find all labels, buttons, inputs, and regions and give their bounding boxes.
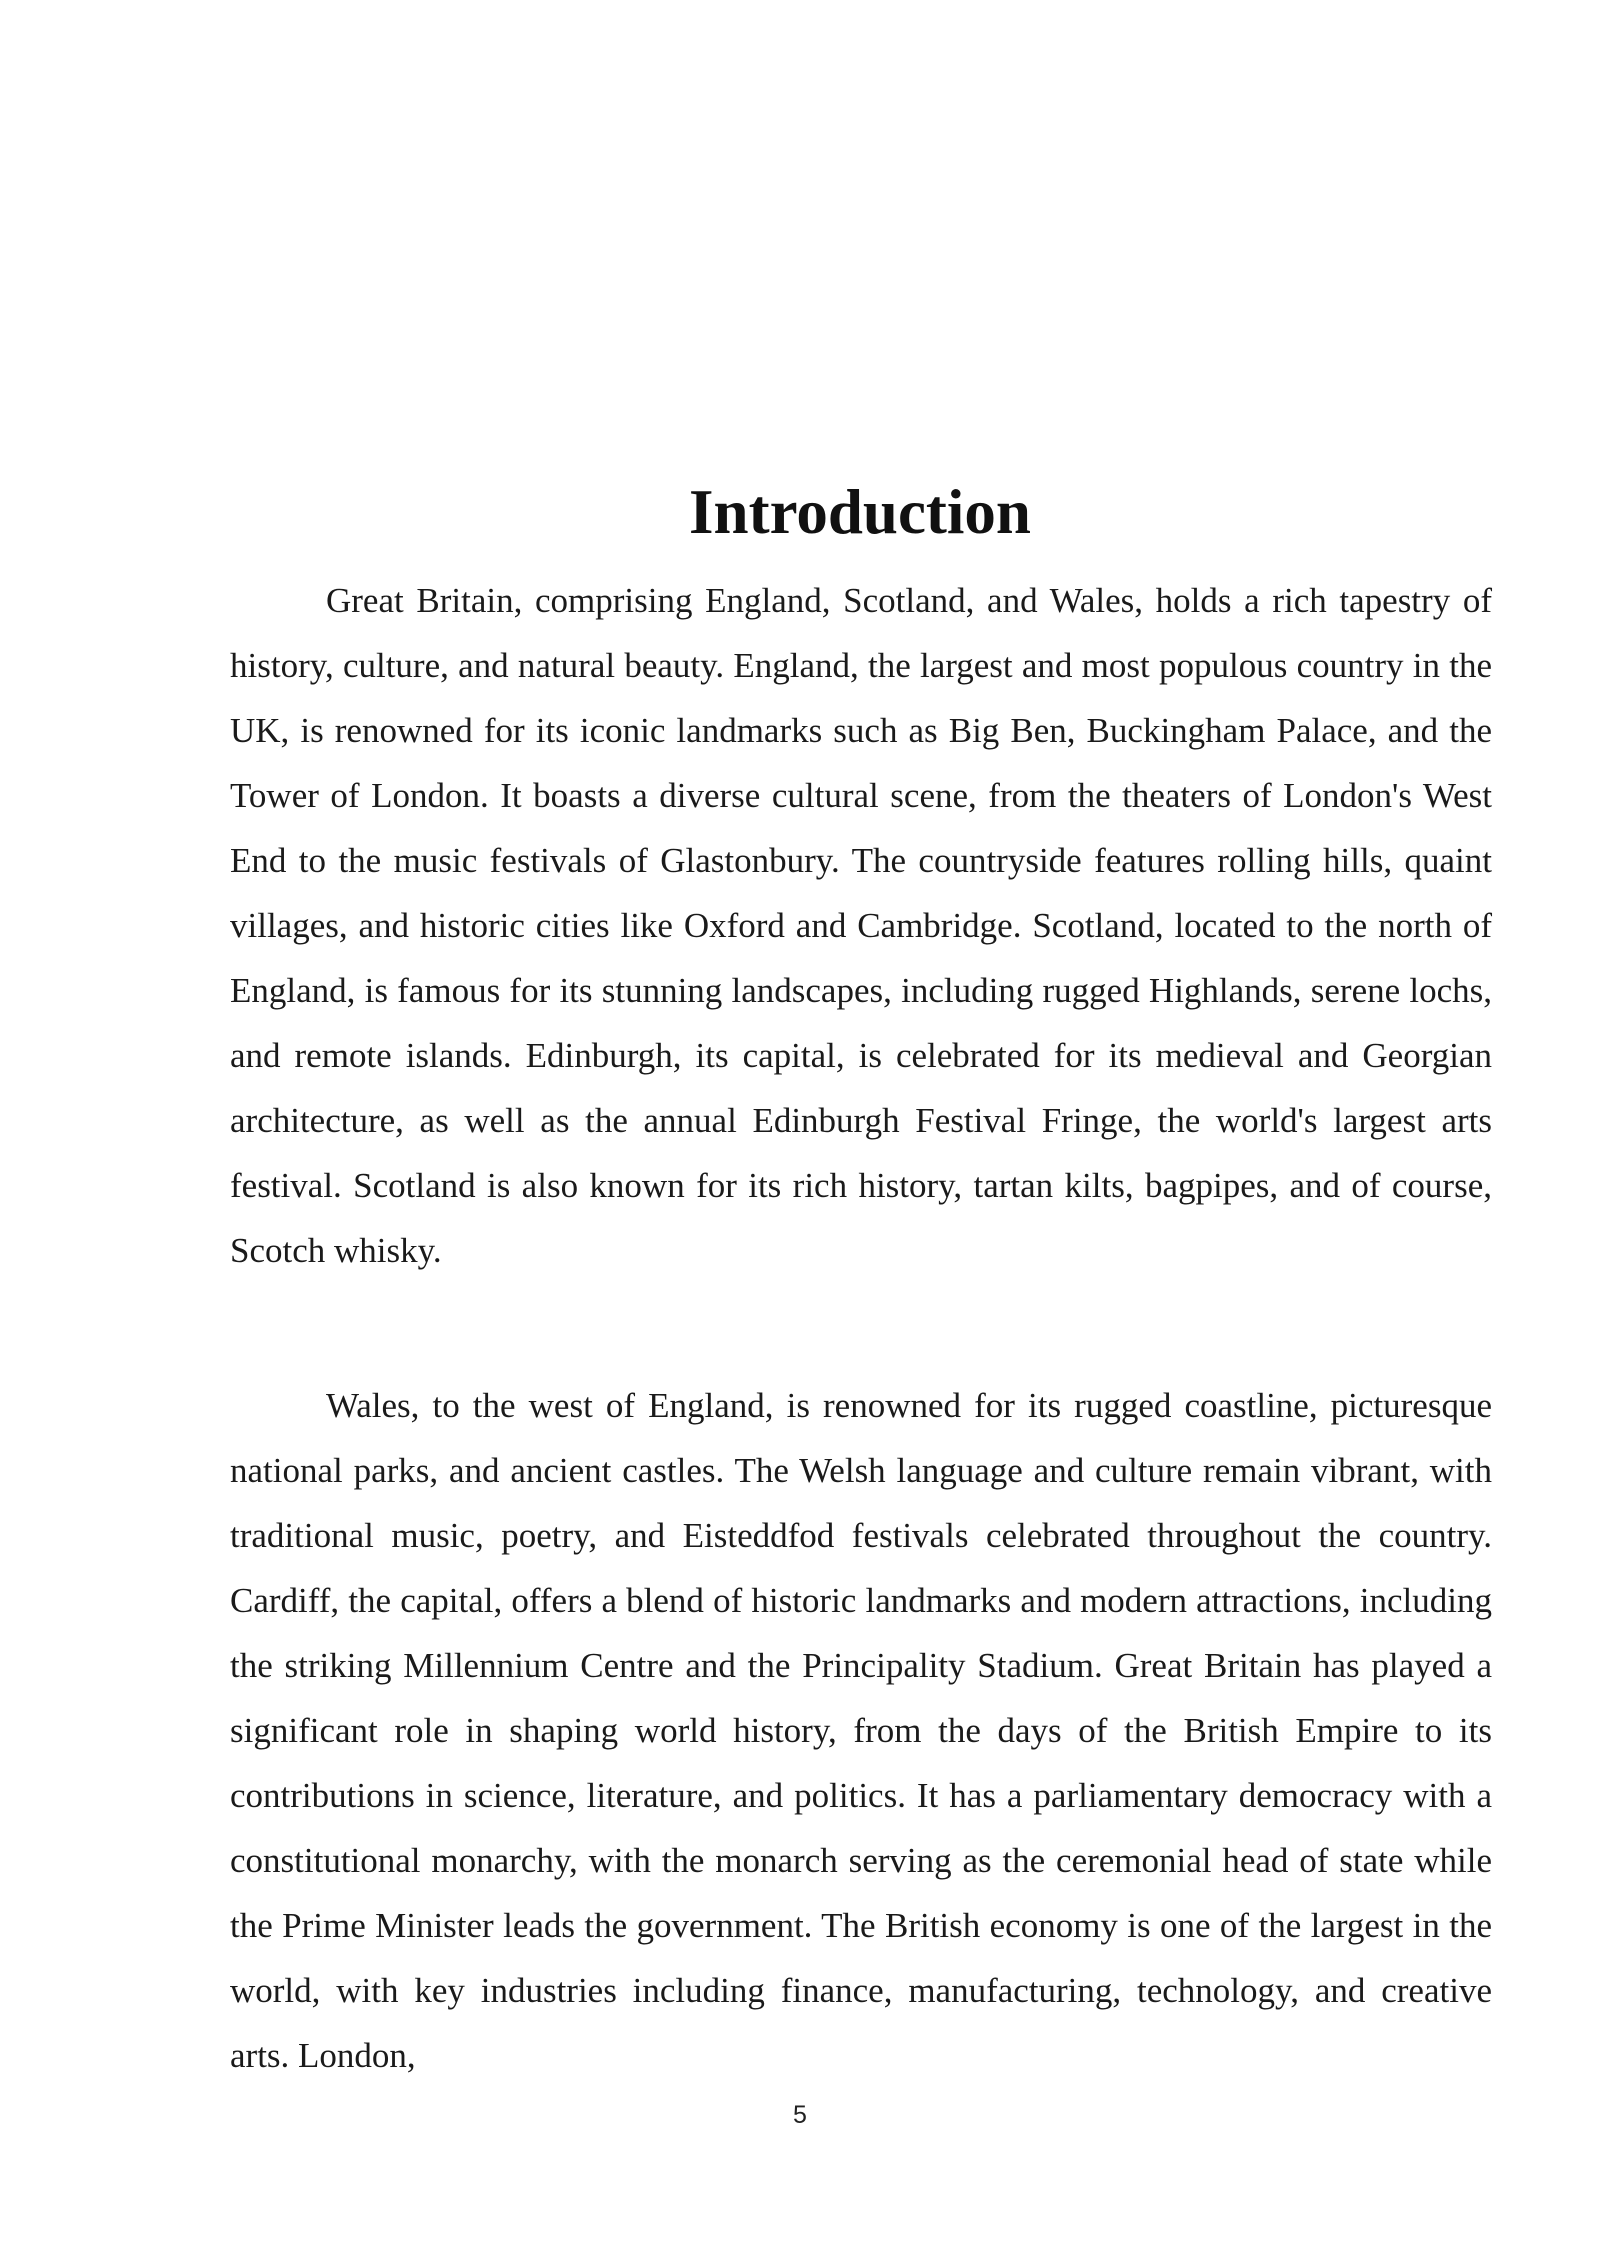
page-number: 5 [793,2101,807,2129]
paragraph-wales-and-britain: Wales, to the west of England, is renowned for its rugged coastline, picturesque national parks, and ancient castles. The Welsh language and culture remain vibrant, with traditional music, poetry, and Eisteddfod festivals celebrated throughout the country. Cardiff, the capital, offers a blend of historic landmarks and modern attractions, including the striking Millennium Centre and the Principality Stadium. Great Britain has played a significant role in shaping world history, from the days of the British Empire to its contributions in science, literature, and politics. It has a parliamentary democracy with a constitutional monarchy, with the monarch serving as the ceremonial head of state while the Prime Minister leads the government. The British economy is one of the largest in the world, with key industries including finance, manufacturing, technology, and creative arts. London, [230,1386,1492,2075]
paragraph-intro-regions: Great Britain, comprising England, Scotland, and Wales, holds a rich tapestry of history, culture, and natural beauty. England, the largest and most populous country in the UK, is renowned for its iconic landmarks such as Big Ben, Buckingham Palace, and the Tower of London. It boasts a diverse cultural scene, from the theaters of London's West End to the music festivals of Glastonbury. The countryside features rolling hills, quaint villages, and historic cities like Oxford and Cambridge. Scotland, located to the north of England, is famous for its stunning landscapes, including rugged Highlands, serene lochs, and remote islands. Edinburgh, its capital, is celebrated for its medieval and Georgian architecture, as well as the annual Edinburgh Festival Fringe, the world's largest arts festival. Scotland is also known for its rich history, tartan kilts, bagpipes, and of course, Scotch whisky. [230,581,1492,1270]
page-title: Introduction [689,477,1031,547]
